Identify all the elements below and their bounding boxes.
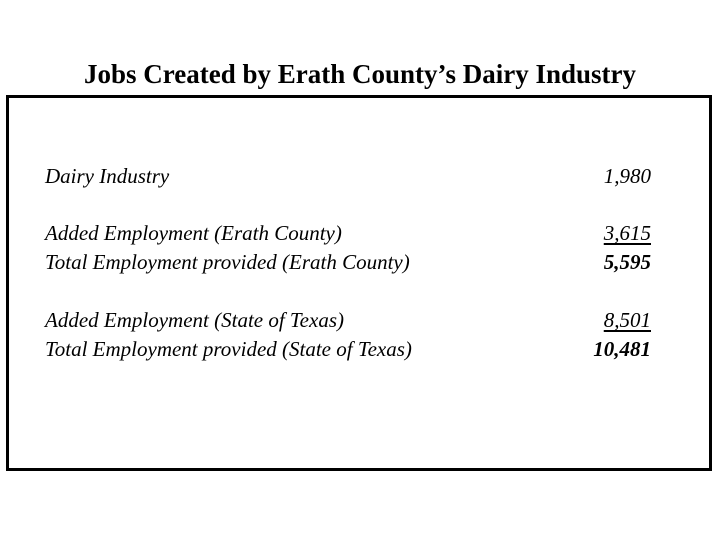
table-row-added-texas (9, 306, 709, 334)
row-label: Dairy Industry (45, 164, 170, 188)
row-label: Added Employment (State of Texas) (45, 308, 344, 332)
row-label: Total Employment provided (Erath County) (45, 250, 410, 274)
row-label: Added Employment (Erath County) (45, 221, 342, 245)
table-row-total-erath (9, 248, 709, 276)
table-row-dairy-industry (9, 162, 709, 190)
row-value: 8,501 (603, 308, 651, 332)
row-value: 5,595 (603, 250, 651, 274)
slide-title: Jobs Created by Erath County’s Dairy Industry (83, 59, 637, 89)
row-value: 1,980 (603, 164, 651, 188)
row-value: 10,481 (593, 337, 651, 361)
row-value: 3,615 (603, 221, 651, 245)
table-row-total-texas (9, 335, 709, 363)
row-label: Total Employment provided (State of Texas) (45, 337, 412, 361)
employment-table (6, 95, 712, 471)
table-row-added-erath (9, 219, 709, 247)
